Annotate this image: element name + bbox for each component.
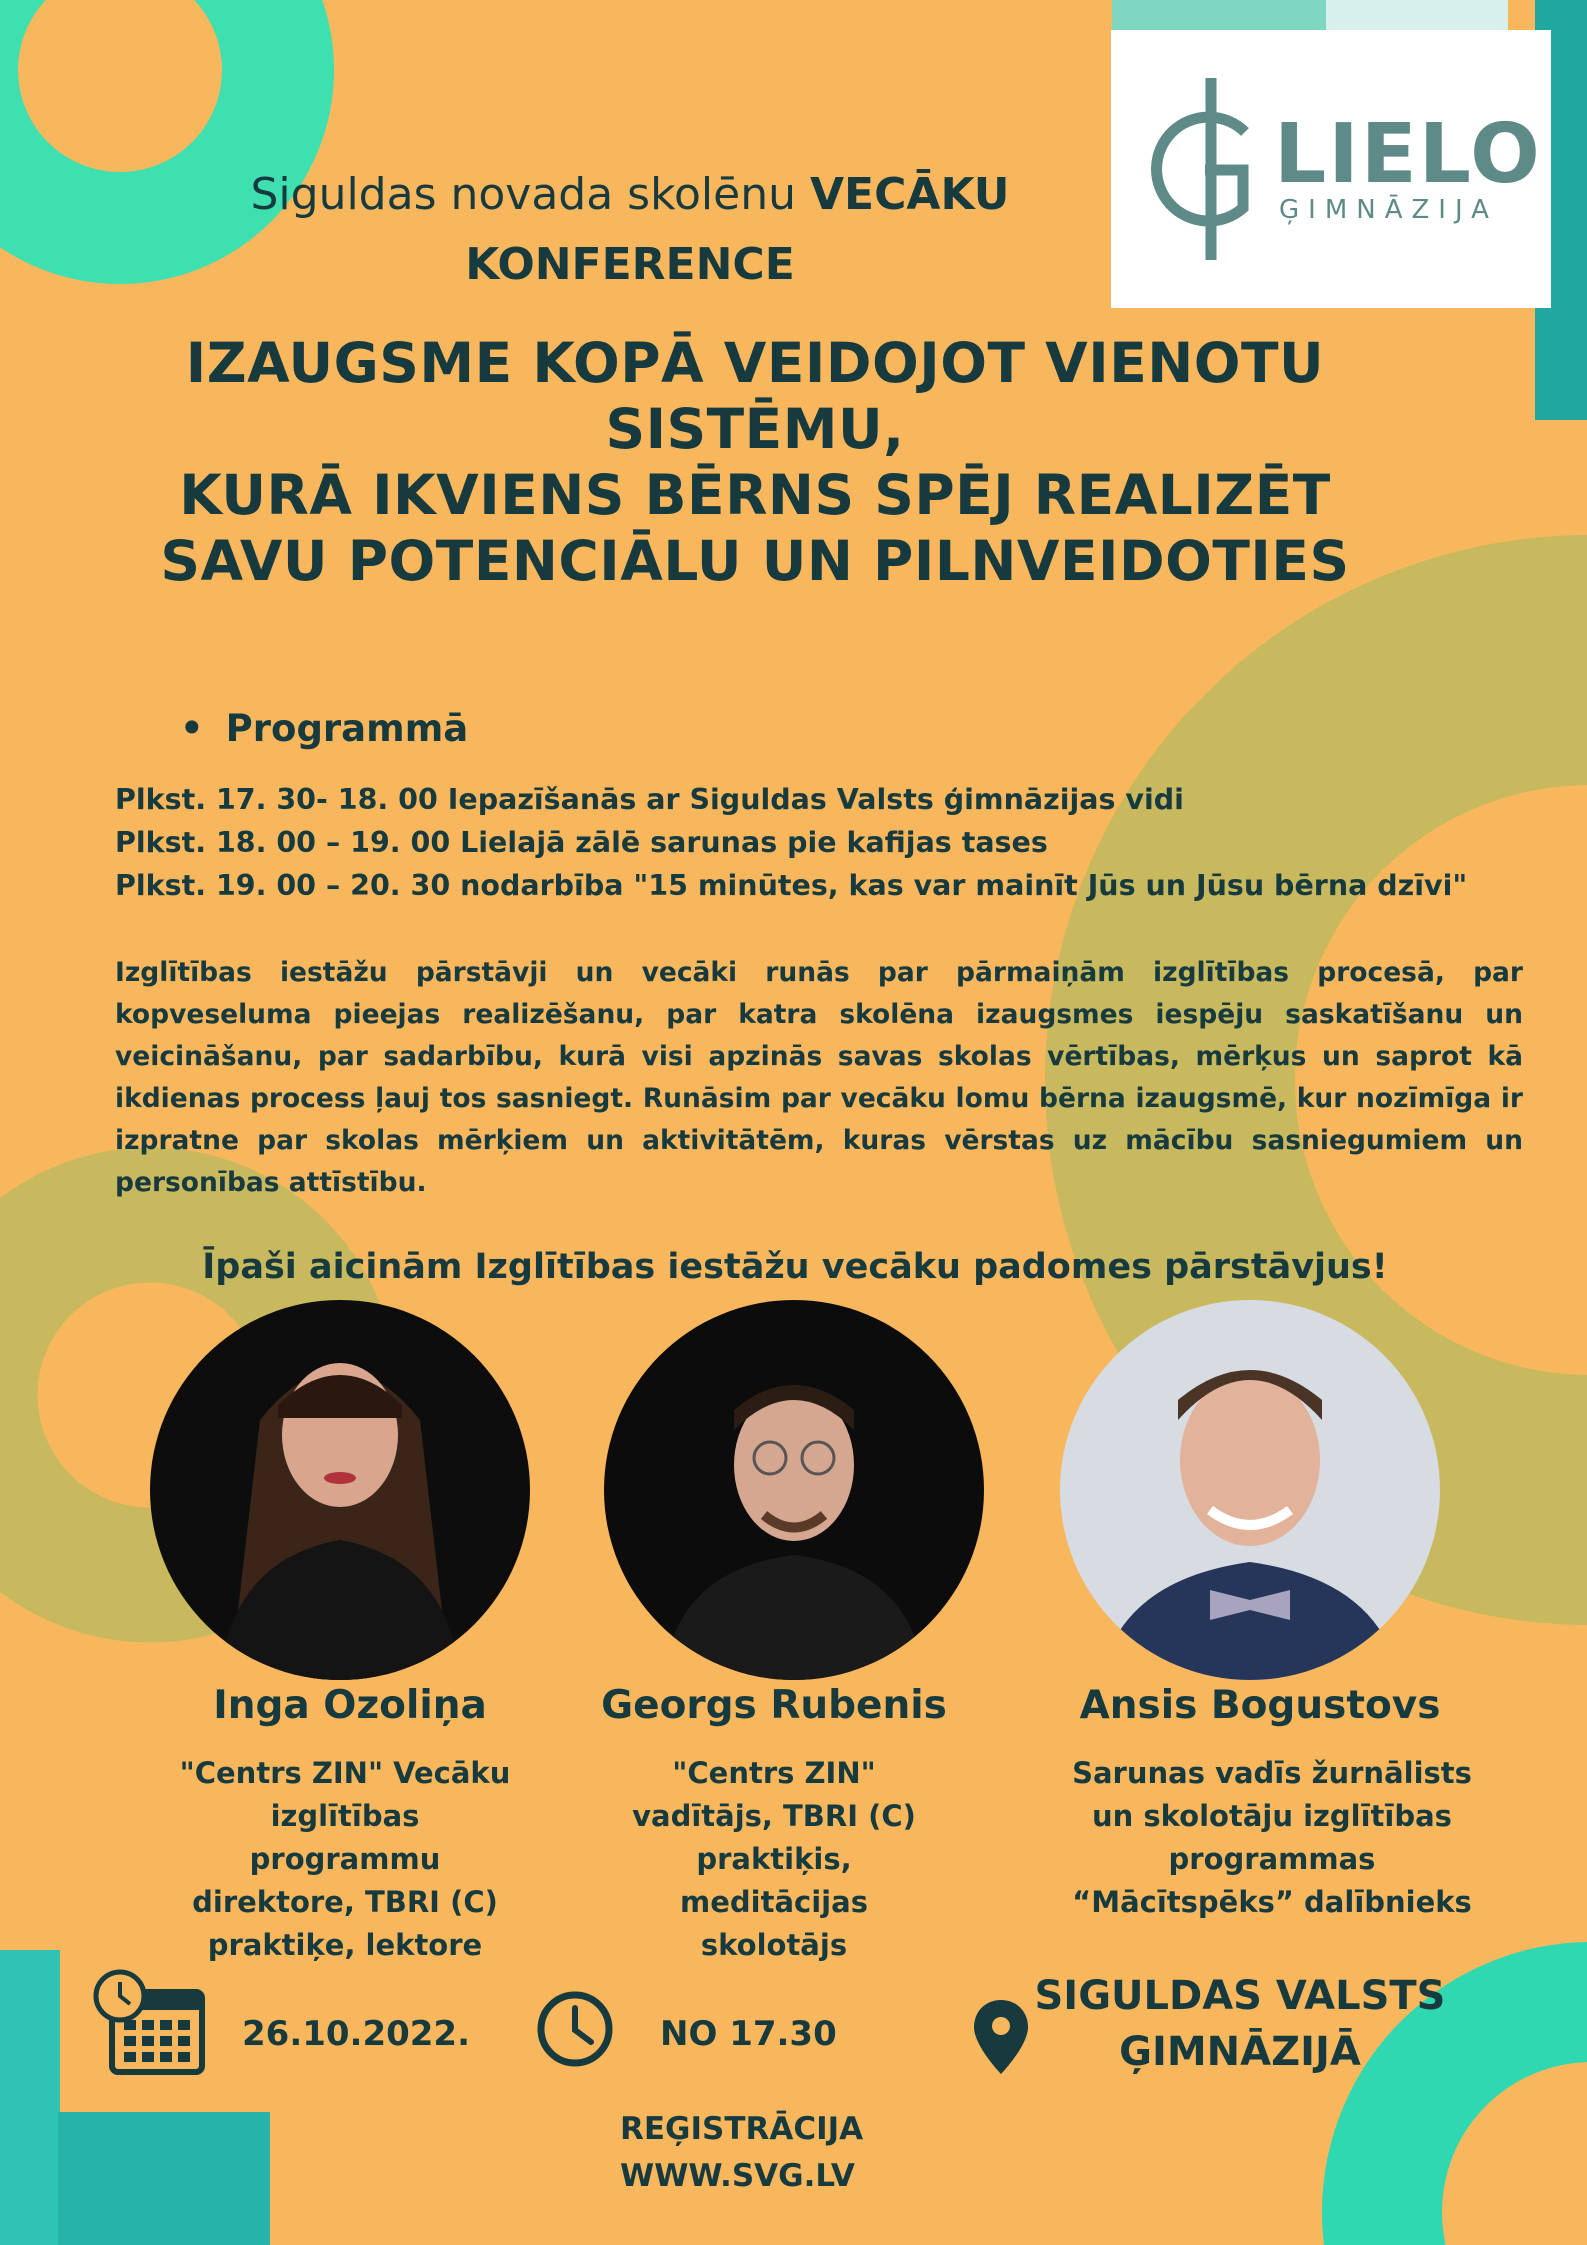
schedule-item: Plkst. 18. 00 – 19. 00 Lielajā zālē sarunas pie kafijas tases [115, 826, 1048, 859]
logo-name: LIELO [1274, 107, 1542, 202]
kicker-prefix: Siguldas novada skolēnu [250, 169, 810, 220]
gymnasium-logo-icon [1143, 70, 1283, 270]
event-date: 26.10.2022. [242, 2014, 471, 2054]
headline-line: SAVU POTENCIĀLU UN PILNVEIDOTIES [160, 529, 1350, 593]
speaker-role: Sarunas vadīs žurnālists un skolotāju izglītības programmas “Mācītspēks” dalībnieks [1072, 1756, 1472, 1919]
logo-subtitle: ĢIMNĀZIJA [1279, 195, 1498, 225]
conference-headline [60, 330, 1450, 594]
location-pin-icon [972, 1998, 1030, 2076]
registration-label: REĢISTRĀCIJA [620, 2111, 864, 2147]
clock-icon [536, 1990, 614, 2068]
kicker-bold: VECĀKU KONFERENCE [465, 169, 1010, 290]
conference-kicker [160, 160, 1100, 300]
registration-block [620, 2106, 920, 2200]
speaker-name: Georgs Rubenis [601, 1683, 947, 1728]
schedule-item: Plkst. 17. 30- 18. 00 Iepazīšanās ar Siguldas Valsts ģimnāzijas vidi [115, 783, 1184, 816]
headline-line: IZAUGSME KOPĀ VEIDOJOT VIENOTU [185, 331, 1325, 395]
speaker-name: Ansis Bogustovs [1079, 1683, 1441, 1728]
bullet-icon: • [180, 707, 204, 750]
speaker-photo-georgs [604, 1300, 984, 1680]
schedule-item: Plkst. 19. 00 – 20. 30 nodarbība "15 minūtes, kas var mainīt Jūs un Jūsu bērna dzīvi" [115, 869, 1468, 902]
program-schedule [115, 778, 1467, 907]
speaker-name: Inga Ozoliņa [213, 1683, 487, 1728]
invitation-line: Īpaši aicinām Izglītības iestāžu vecāku padomes pārstāvjus! [202, 1247, 1388, 1287]
speaker-photo-ansis [1060, 1300, 1440, 1680]
headline-line: SISTĒMU, [605, 397, 905, 461]
program-title [180, 704, 468, 754]
event-venue: SIGULDAS VALSTS ĢIMNĀZIJĀ [1034, 1973, 1446, 2075]
headline-line: KURĀ IKVIENS BĒRNS SPĒJ REALIZĒT [179, 463, 1331, 527]
program-title-text: Programmā [225, 707, 469, 750]
speaker-role: "Centrs ZIN" vadītājs, TBRI (C) praktiķis, meditācijas skolotājs [632, 1756, 916, 1962]
speaker-photo-inga [150, 1300, 530, 1680]
registration-link[interactable]: WWW.SVG.LV [620, 2158, 855, 2194]
event-time: NO 17.30 [660, 2014, 837, 2054]
speaker-role: "Centrs ZIN" Vecāku izglītības programmu direktore, TBRI (C) praktiķe, lektore [179, 1756, 511, 1962]
calendar-icon [90, 1968, 210, 2078]
school-logo [1111, 30, 1551, 308]
event-description: Izglītības iestāžu pārstāvji un vecāki runās par pārmaiņām izglītības procesā, par kopveseluma pieejas realizēšanu, par katra skolēna izaugsmes iespēju saskatīšanu un veicināšanu, par sadarbību, kurā visi apzinās savas skolas vērtības, mērķus un saprot kā ikdienas process ļauj tos sasniegt. Runāsim par vecāku lomu bērna izaugsmē, kur nozīmīga ir izpratne par skolas mērķiem un aktivitātēm, kuras vērstas uz mācību sasniegumiem un personības attīstību. [115, 957, 1523, 1198]
